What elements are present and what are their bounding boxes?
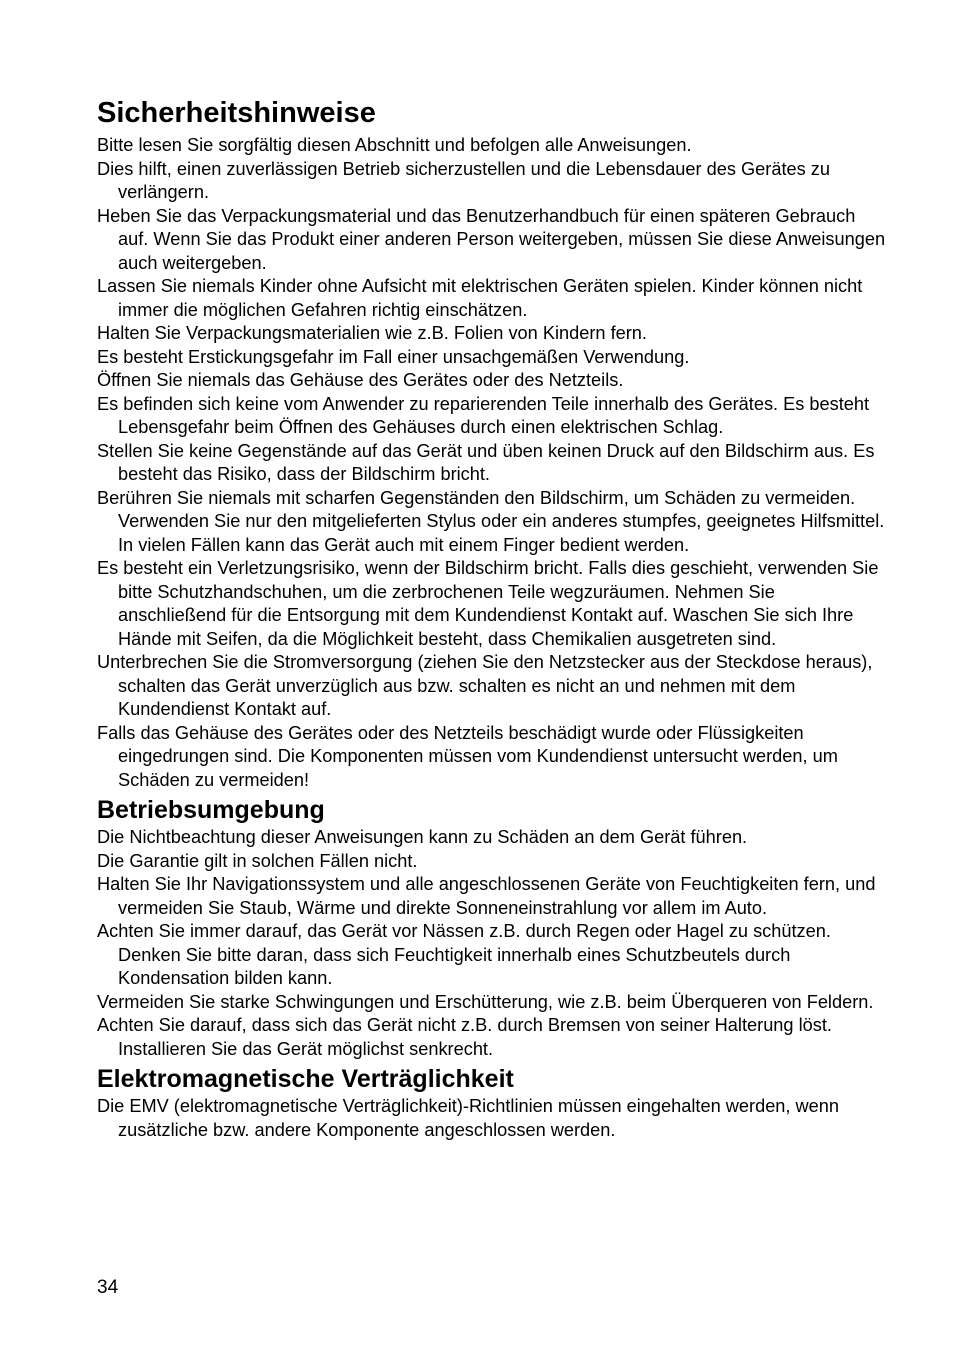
page-number: 34 [97, 1277, 119, 1298]
paragraph: Halten Sie Ihr Navigationssystem und alle angeschlossenen Geräte von Feuchtigkeiten fern, und vermeiden Sie Staub, Wärme und direkte Sonneneinstrahlung vor allem im Auto. [97, 874, 876, 918]
paragraph: Achten Sie darauf, dass sich das Gerät nicht z.B. durch Bremsen von seiner Halterung löst. Installieren Sie das Gerät möglichst senkrecht. [97, 1015, 832, 1059]
paragraph: Die EMV (elektromagnetische Verträglichkeit)-Richtlinien müssen eingehalten werden, wenn zusätzliche bzw. andere Komponente angeschlossen werden. [97, 1096, 840, 1140]
paragraph: Berühren Sie niemals mit scharfen Gegenständen den Bildschirm, um Schäden zu vermeiden. Verwenden Sie nur den mitgelieferten Stylus oder ein anderes stumpfes, geeignetes Hilfsmittel. In vielen Fällen kann das Gerät auch mit einem Finger bedient werden. [97, 487, 885, 555]
section-heading: Betriebsumgebung [97, 796, 325, 824]
paragraph: Es befinden sich keine vom Anwender zu reparierenden Teile innerhalb des Gerätes. Es besteht Lebensgefahr beim Öffnen des Gehäuses durch einen elektrischen Schlag. [97, 393, 870, 437]
paragraph: Die Nichtbeachtung dieser Anweisungen kann zu Schäden an dem Gerät führen. [97, 827, 748, 847]
paragraph: Unterbrechen Sie die Stromversorgung (ziehen Sie den Netzstecker aus der Steckdose heraus), schalten das Gerät unverzüglich aus bzw. schalten es nicht an und nehmen mit dem Kundendienst Kontakt auf. [97, 652, 873, 719]
document-page [97, 96, 887, 1142]
paragraph: Die Garantie gilt in solchen Fällen nicht. [97, 850, 418, 871]
paragraph: Achten Sie immer darauf, das Gerät vor Nässen z.B. durch Regen oder Hagel zu schützen. Denken Sie bitte daran, dass sich Feuchtigkeit innerhalb eines Schutzbeutels durch Kondensation bilden kann. [97, 921, 831, 988]
paragraph: Heben Sie das Verpackungsmaterial und das Benutzerhandbuch für einen späteren Gebrauch auf. Wenn Sie das Produkt einer anderen Person weitergeben, müssen Sie diese Anweisungen auch weitergeben. [97, 205, 886, 273]
paragraph: Es besteht Erstickungsgefahr im Fall einer unsachgemäßen Verwendung. [97, 346, 690, 367]
paragraph: Lassen Sie niemals Kinder ohne Aufsicht mit elektrischen Geräten spielen. Kinder können nicht immer die möglichen Gefahren richtig einschätzen. [97, 276, 863, 320]
section-safety [97, 96, 887, 792]
paragraph: Dies hilft, einen zuverlässigen Betrieb sicherzustellen und die Lebensdauer des Gerätes zu verlängern. [97, 158, 830, 202]
section-operating-environment [97, 794, 887, 1061]
paragraph: Es besteht ein Verletzungsrisiko, wenn der Bildschirm bricht. Falls dies geschieht, verwenden Sie bitte Schutzhandschuhen, um die zerbrochenen Teile wegzuräumen. Nehmen Sie anschließend für die Entsorgung mit dem Kundendienst Kontakt auf. Waschen Sie sich Ihre Hände mit Seifen, da die Möglichkeit besteht, dass Chemikalien ausgetreten sind. [97, 558, 879, 649]
section-heading: Elektromagnetische Verträglichkeit [97, 1065, 514, 1093]
section-emc [97, 1063, 887, 1142]
paragraph: Falls das Gehäuse des Gerätes oder des Netzteils beschädigt wurde oder Flüssigkeiten eingedrungen sind. Die Komponenten müssen vom Kundendienst untersucht werden, um Schäden zu vermeiden! [97, 722, 838, 790]
paragraph: Öffnen Sie niemals das Gehäuse des Gerätes oder des Netzteils. [97, 370, 624, 390]
paragraph: Bitte lesen Sie sorgfältig diesen Abschnitt und befolgen alle Anweisungen. [97, 135, 692, 155]
paragraph: Vermeiden Sie starke Schwingungen und Erschütterung, wie z.B. beim Überqueren von Feldern. [97, 991, 874, 1012]
section-heading: Sicherheitshinweise [97, 97, 376, 129]
paragraph: Halten Sie Verpackungsmaterialien wie z.B. Folien von Kindern fern. [97, 323, 647, 343]
paragraph: Stellen Sie keine Gegenstände auf das Gerät und üben keinen Druck auf den Bildschirm aus. Es besteht das Risiko, dass der Bildschirm bricht. [97, 440, 875, 484]
